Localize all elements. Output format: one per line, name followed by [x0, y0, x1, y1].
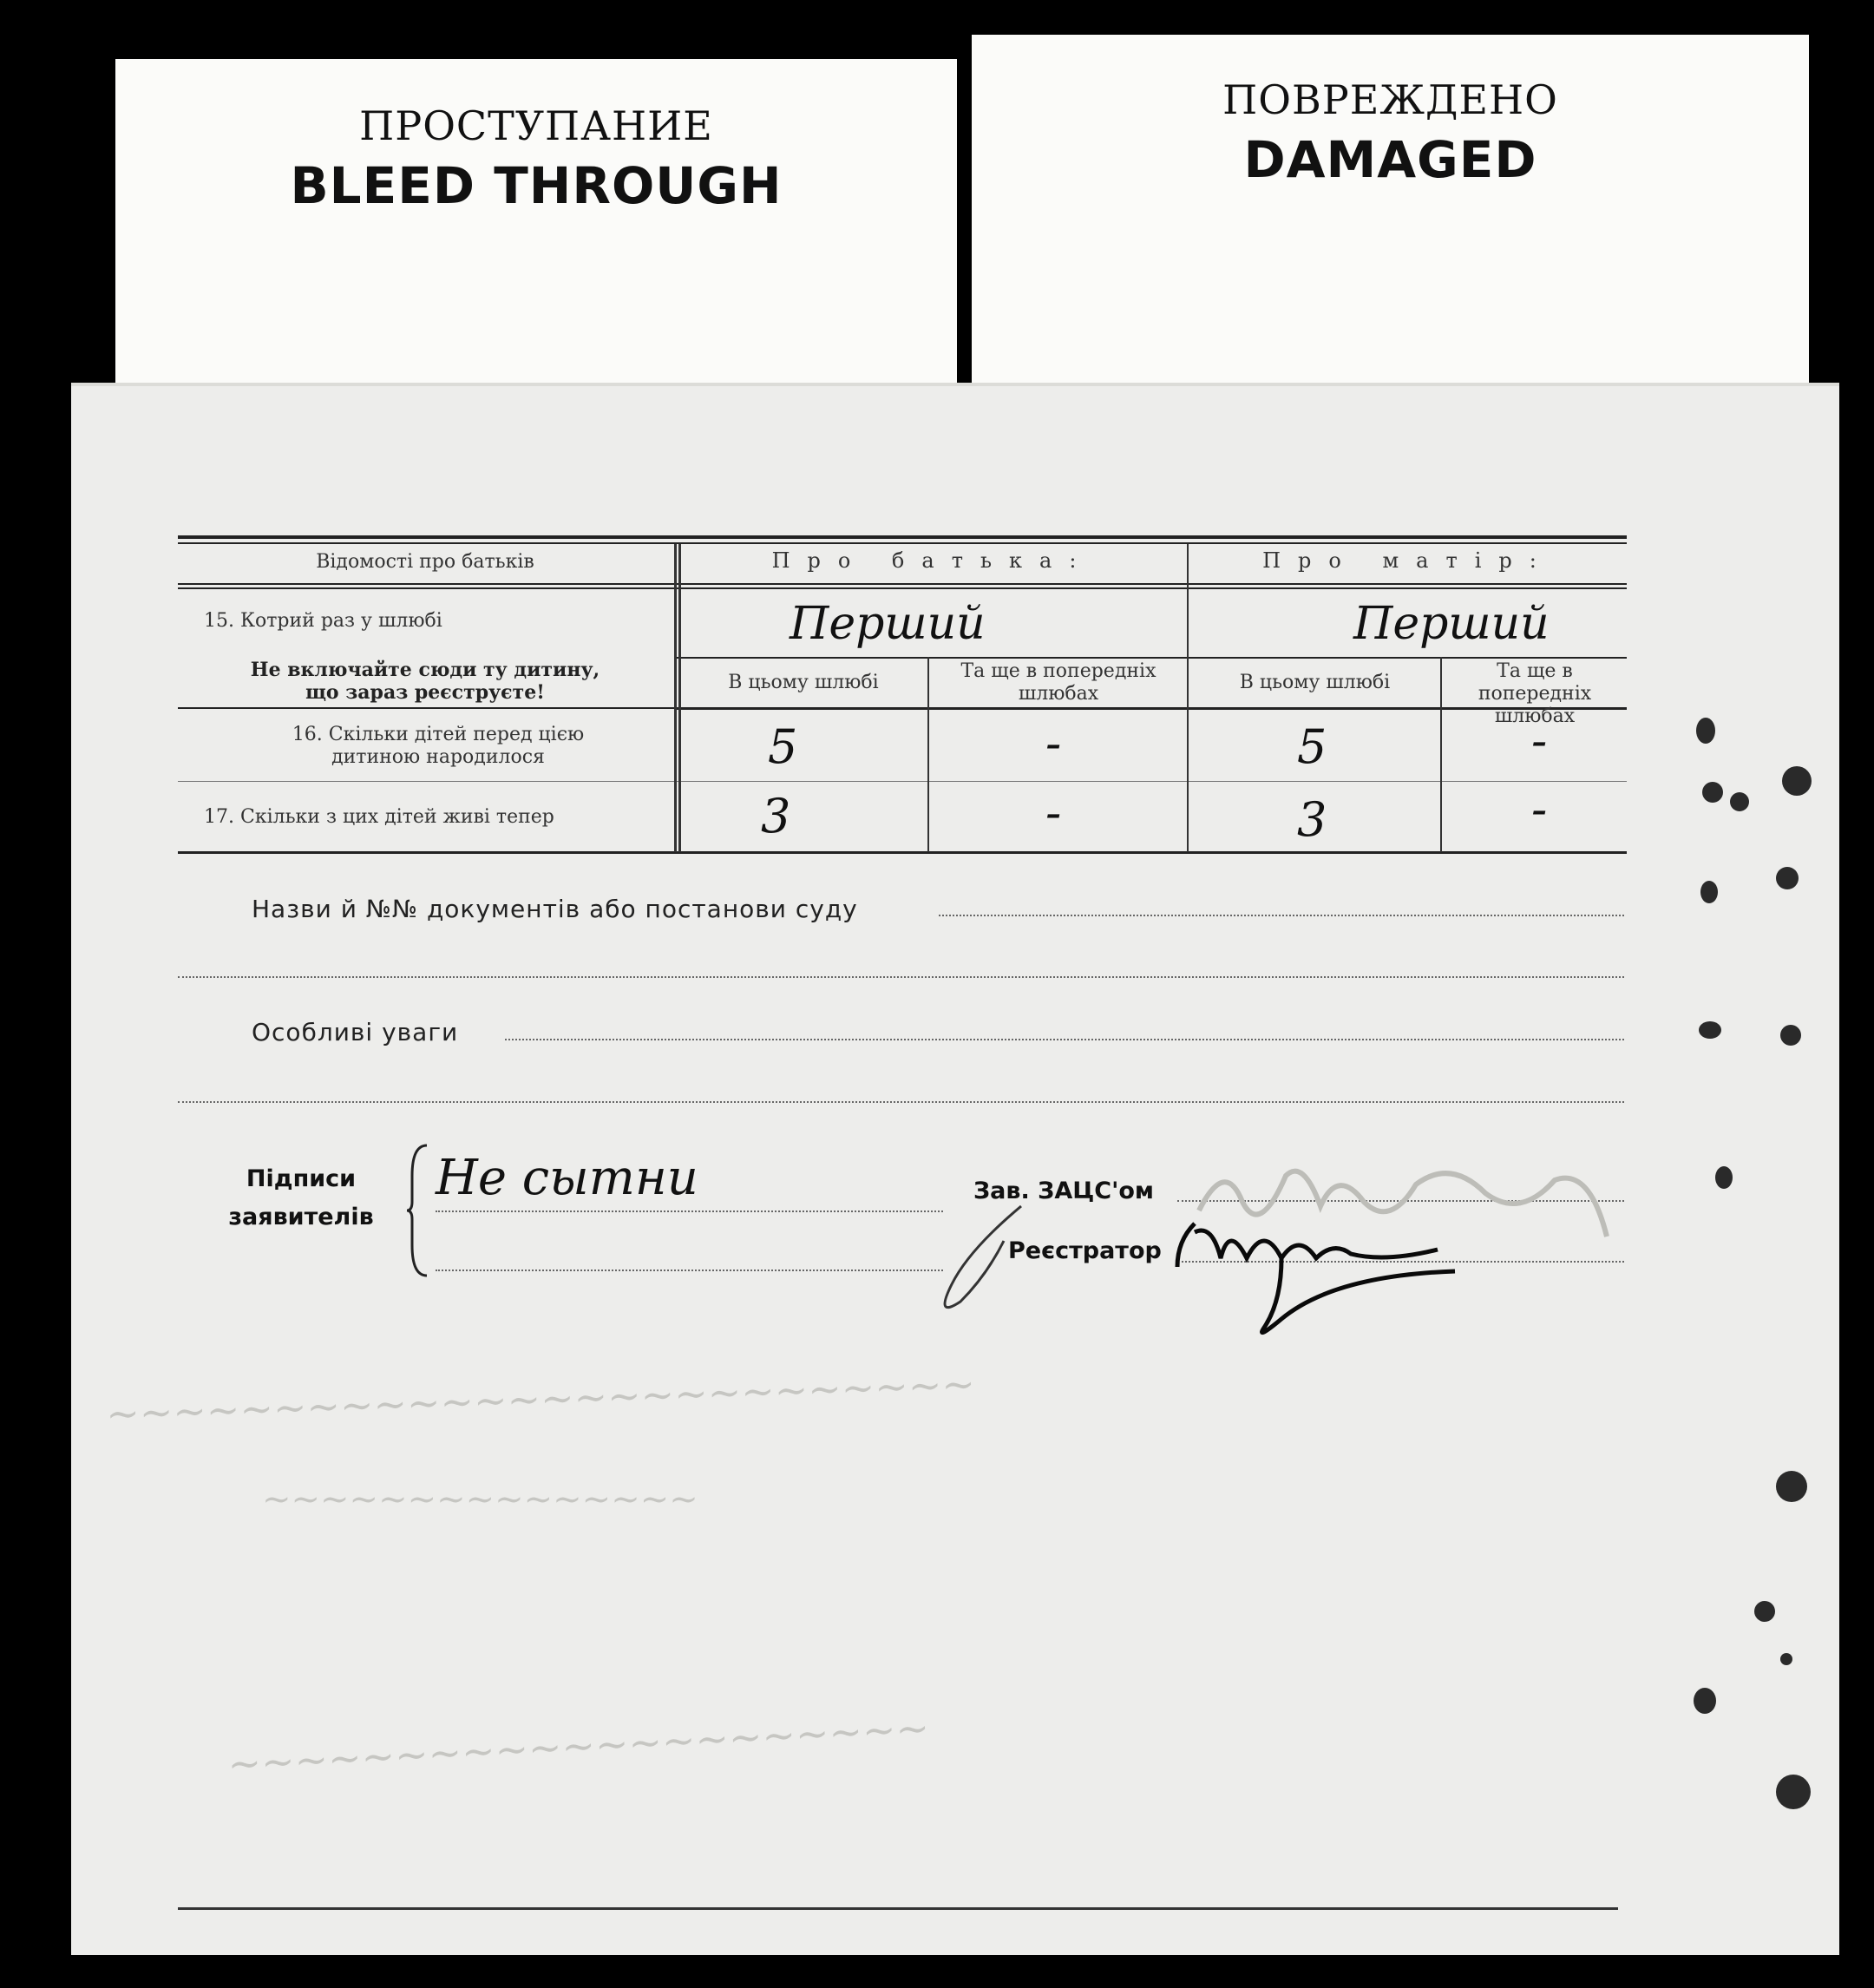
registrar-label: Реєстратор	[1008, 1237, 1162, 1264]
binding-hole	[1782, 766, 1812, 796]
bleed-through-ru: ПРОСТУПАНИЕ	[359, 102, 713, 149]
row15-mother-value: Перший	[1353, 598, 1550, 650]
documents-label: Назви й №№ документів або постанови суду	[252, 895, 858, 923]
row16-father-this: 5	[768, 719, 798, 774]
subheader-mother-previous: Та ще в попередніх шлюбах	[1478, 660, 1592, 727]
binding-hole	[1699, 1021, 1721, 1039]
special-notes-line	[505, 1039, 1624, 1040]
applicants-brace	[405, 1141, 431, 1280]
bottom-rule	[178, 1907, 1618, 1910]
bleed-through-card	[115, 59, 957, 393]
damaged-card	[972, 35, 1809, 393]
subheader-mother-this-marriage: В цьому шлюбі	[1239, 672, 1391, 693]
damaged-en: DAMAGED	[1243, 130, 1537, 189]
subheader-father-previous: Та ще в попередніх шлюбах	[960, 660, 1157, 705]
head-zags-label: Зав. ЗАЦС'ом	[973, 1178, 1154, 1204]
binding-hole	[1754, 1601, 1775, 1622]
binding-hole	[1694, 1688, 1716, 1714]
bleed-through-scribble: ~~~~~~~~~~~~~~~	[262, 1480, 698, 1519]
row16-label-line1: 16. Скільки дітей перед цією	[292, 724, 585, 745]
bleed-through-scribble: ~~~~~~~~~~~~~~~~~~~~~	[226, 1703, 931, 1788]
special-notes-line-2	[178, 1101, 1624, 1103]
note-line1: Не включайте сюди ту дитину,	[250, 659, 600, 681]
binding-hole	[1696, 718, 1715, 744]
row17-mother-prev: -	[1531, 782, 1548, 837]
row17-label: 17. Скільки з цих дітей живі тепер	[204, 806, 554, 828]
row17-father-this: 3	[761, 789, 791, 843]
documents-line-2	[178, 976, 1624, 978]
bleed-through-en: BLEED THROUGH	[290, 156, 783, 215]
binding-hole	[1776, 1471, 1807, 1502]
row17-father-prev: -	[1045, 785, 1062, 840]
row16-mother-this: 5	[1297, 719, 1327, 774]
applicant-signature-line	[436, 1211, 943, 1212]
damaged-ru: ПОВРЕЖДЕНО	[1222, 76, 1558, 123]
header-about-father: Про батька:	[771, 548, 1094, 573]
row16-label-line2: дитиною народилося	[331, 746, 545, 768]
subheader-father-this-marriage: В цьому шлюбі	[728, 672, 879, 693]
binding-hole	[1730, 792, 1749, 811]
header-parents-info: Відомості про батьків	[316, 551, 534, 573]
binding-hole	[1702, 782, 1723, 803]
row15-label: 15. Котрий раз у шлюбі	[204, 610, 442, 632]
row17-mother-this: 3	[1297, 792, 1327, 847]
binding-hole	[1780, 1653, 1792, 1665]
applicant-signature-line-2	[436, 1270, 943, 1271]
row16-father-prev: -	[1045, 716, 1062, 771]
registrar-signature	[917, 1189, 1542, 1362]
applicant-signature: Не сытни	[436, 1150, 698, 1206]
special-notes-label: Особливі уваги	[252, 1018, 459, 1046]
binding-hole	[1715, 1166, 1733, 1189]
documents-line	[939, 915, 1624, 916]
binding-hole	[1776, 867, 1799, 889]
bleed-through-scribble: ~~~~~~~~~~~~~~~~~~~~~~~~~~	[105, 1360, 976, 1438]
applicants-label-line1: Підписи	[246, 1165, 357, 1192]
binding-hole	[1700, 881, 1718, 903]
applicants-label-line2: заявителів	[228, 1204, 374, 1230]
applicants-signatures-label	[227, 1160, 375, 1237]
document-sheet	[71, 383, 1839, 1955]
binding-hole	[1776, 1775, 1811, 1809]
row16-mother-prev: -	[1531, 713, 1548, 768]
binding-hole	[1780, 1025, 1801, 1046]
note-line2: що зараз реєструєте!	[305, 681, 545, 704]
header-about-mother: Про матір:	[1262, 548, 1554, 573]
row15-father-value: Перший	[790, 598, 986, 650]
